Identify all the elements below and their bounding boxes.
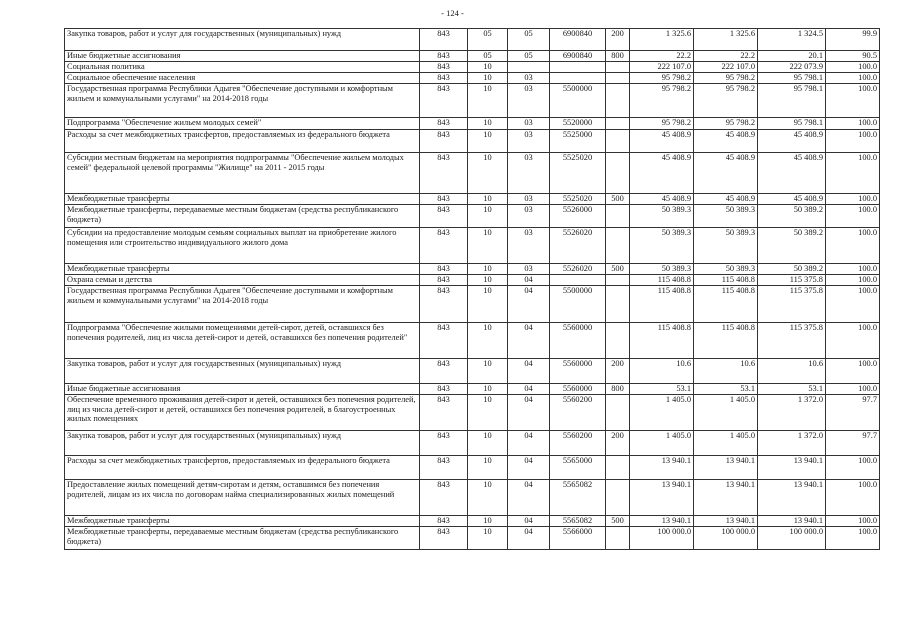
target-article-code-cell: 6900840 xyxy=(550,29,606,51)
execution-percent-cell: 100.0 xyxy=(826,275,880,286)
table-row xyxy=(65,62,880,73)
revised-amount-cell: 50 389.3 xyxy=(694,205,758,228)
revised-amount-cell: 95 798.2 xyxy=(694,84,758,118)
table-row xyxy=(65,275,880,286)
expense-name-cell: Подпрограмма "Обеспечение жилыми помещениями детей-сирот, детей, оставшихся без попечения родителей, лиц из числа детей-сирот и детей, оставшихся без попечения родителей" xyxy=(65,323,420,359)
expense-name-cell: Обеспечение временного проживания детей-сирот и детей, оставшихся без попечения родителей, лиц из числа детей-сирот и детей, оставшихся без попечения родителей, в благоустроенных жилых помещениях xyxy=(65,395,420,431)
section-code-cell: 05 xyxy=(468,51,508,62)
subsection-code-cell: 04 xyxy=(508,456,550,480)
execution-percent-cell: 90.5 xyxy=(826,51,880,62)
expense-type-code-cell xyxy=(606,62,630,73)
table-row xyxy=(65,456,880,480)
executed-amount-cell: 1 372.0 xyxy=(758,395,826,431)
table-row xyxy=(65,51,880,62)
subsection-code-cell: 04 xyxy=(508,480,550,516)
target-article-code-cell: 5565082 xyxy=(550,480,606,516)
executed-amount-cell: 115 375.8 xyxy=(758,323,826,359)
target-article-code-cell: 5560000 xyxy=(550,384,606,395)
approved-amount-cell: 53.1 xyxy=(630,384,694,395)
revised-amount-cell: 100 000.0 xyxy=(694,527,758,550)
execution-percent-cell: 100.0 xyxy=(826,264,880,275)
expense-type-code-cell: 200 xyxy=(606,431,630,456)
approved-amount-cell: 13 940.1 xyxy=(630,516,694,527)
subsection-code-cell: 04 xyxy=(508,384,550,395)
ministry-code-cell: 843 xyxy=(420,62,468,73)
table-row xyxy=(65,205,880,228)
section-code-cell: 10 xyxy=(468,118,508,130)
executed-amount-cell: 100 000.0 xyxy=(758,527,826,550)
approved-amount-cell: 115 408.8 xyxy=(630,275,694,286)
executed-amount-cell: 95 798.1 xyxy=(758,73,826,84)
ministry-code-cell: 843 xyxy=(420,51,468,62)
expense-type-code-cell: 200 xyxy=(606,29,630,51)
executed-amount-cell: 45 408.9 xyxy=(758,130,826,153)
approved-amount-cell: 115 408.8 xyxy=(630,286,694,323)
expense-name-cell: Межбюджетные трансферты xyxy=(65,194,420,205)
target-article-code-cell: 5500000 xyxy=(550,84,606,118)
executed-amount-cell: 95 798.1 xyxy=(758,118,826,130)
subsection-code-cell: 03 xyxy=(508,194,550,205)
expense-type-code-cell: 800 xyxy=(606,384,630,395)
execution-percent-cell: 99.9 xyxy=(826,29,880,51)
expense-name-cell: Охрана семьи и детства xyxy=(65,275,420,286)
executed-amount-cell: 50 389.2 xyxy=(758,228,826,264)
target-article-code-cell xyxy=(550,73,606,84)
table-row xyxy=(65,323,880,359)
expense-name-cell: Подпрограмма "Обеспечение жильем молодых семей" xyxy=(65,118,420,130)
expense-name-cell: Межбюджетные трансферты, передаваемые местным бюджетам (средства республиканского бюджета) xyxy=(65,527,420,550)
executed-amount-cell: 95 798.1 xyxy=(758,84,826,118)
execution-percent-cell: 100.0 xyxy=(826,286,880,323)
revised-amount-cell: 95 798.2 xyxy=(694,73,758,84)
executed-amount-cell: 53.1 xyxy=(758,384,826,395)
executed-amount-cell: 13 940.1 xyxy=(758,480,826,516)
approved-amount-cell: 222 107.0 xyxy=(630,62,694,73)
section-code-cell: 10 xyxy=(468,205,508,228)
approved-amount-cell: 45 408.9 xyxy=(630,194,694,205)
executed-amount-cell: 20.1 xyxy=(758,51,826,62)
approved-amount-cell: 45 408.9 xyxy=(630,130,694,153)
revised-amount-cell: 45 408.9 xyxy=(694,130,758,153)
expense-type-code-cell: 500 xyxy=(606,516,630,527)
subsection-code-cell: 04 xyxy=(508,431,550,456)
revised-amount-cell: 13 940.1 xyxy=(694,480,758,516)
ministry-code-cell: 843 xyxy=(420,431,468,456)
executed-amount-cell: 115 375.8 xyxy=(758,275,826,286)
table-row xyxy=(65,194,880,205)
table-row xyxy=(65,264,880,275)
expense-type-code-cell xyxy=(606,395,630,431)
approved-amount-cell: 50 389.3 xyxy=(630,205,694,228)
execution-percent-cell: 100.0 xyxy=(826,194,880,205)
section-code-cell: 10 xyxy=(468,228,508,264)
section-code-cell: 10 xyxy=(468,62,508,73)
subsection-code-cell: 03 xyxy=(508,264,550,275)
approved-amount-cell: 1 405.0 xyxy=(630,395,694,431)
expense-name-cell: Государственная программа Республики Адыгея "Обеспечение доступными и комфортным жильем и коммунальными услугами" на 2014-2018 годы xyxy=(65,286,420,323)
subsection-code-cell: 04 xyxy=(508,527,550,550)
expense-name-cell: Закупка товаров, работ и услуг для государственных (муниципальных) нужд xyxy=(65,359,420,384)
section-code-cell: 10 xyxy=(468,480,508,516)
expense-type-code-cell xyxy=(606,118,630,130)
revised-amount-cell: 1 405.0 xyxy=(694,395,758,431)
subsection-code-cell: 05 xyxy=(508,29,550,51)
table-row xyxy=(65,84,880,118)
section-code-cell: 10 xyxy=(468,84,508,118)
subsection-code-cell: 03 xyxy=(508,118,550,130)
executed-amount-cell: 1 372.0 xyxy=(758,431,826,456)
execution-percent-cell: 100.0 xyxy=(826,323,880,359)
revised-amount-cell: 50 389.3 xyxy=(694,228,758,264)
target-article-code-cell: 5526020 xyxy=(550,228,606,264)
expense-name-cell: Социальное обеспечение населения xyxy=(65,73,420,84)
target-article-code-cell xyxy=(550,275,606,286)
target-article-code-cell: 5560200 xyxy=(550,431,606,456)
ministry-code-cell: 843 xyxy=(420,194,468,205)
approved-amount-cell: 1 325.6 xyxy=(630,29,694,51)
expense-type-code-cell: 200 xyxy=(606,359,630,384)
subsection-code-cell: 04 xyxy=(508,359,550,384)
execution-percent-cell: 100.0 xyxy=(826,527,880,550)
section-code-cell: 10 xyxy=(468,431,508,456)
subsection-code-cell: 04 xyxy=(508,516,550,527)
revised-amount-cell: 115 408.8 xyxy=(694,275,758,286)
execution-percent-cell: 100.0 xyxy=(826,62,880,73)
expense-type-code-cell xyxy=(606,153,630,194)
expense-name-cell: Расходы за счет межбюджетных трансфертов, предоставляемых из федерального бюджета xyxy=(65,130,420,153)
subsection-code-cell: 03 xyxy=(508,73,550,84)
execution-percent-cell: 100.0 xyxy=(826,516,880,527)
ministry-code-cell: 843 xyxy=(420,73,468,84)
ministry-code-cell: 843 xyxy=(420,456,468,480)
section-code-cell: 10 xyxy=(468,323,508,359)
execution-percent-cell: 100.0 xyxy=(826,118,880,130)
approved-amount-cell: 13 940.1 xyxy=(630,480,694,516)
expense-type-code-cell xyxy=(606,527,630,550)
table-row xyxy=(65,130,880,153)
target-article-code-cell xyxy=(550,62,606,73)
section-code-cell: 10 xyxy=(468,275,508,286)
approved-amount-cell: 100 000.0 xyxy=(630,527,694,550)
page-number: - 124 - xyxy=(441,8,464,18)
revised-amount-cell: 115 408.8 xyxy=(694,286,758,323)
subsection-code-cell: 03 xyxy=(508,228,550,264)
ministry-code-cell: 843 xyxy=(420,153,468,194)
execution-percent-cell: 97.7 xyxy=(826,395,880,431)
approved-amount-cell: 50 389.3 xyxy=(630,264,694,275)
ministry-code-cell: 843 xyxy=(420,130,468,153)
ministry-code-cell: 843 xyxy=(420,395,468,431)
ministry-code-cell: 843 xyxy=(420,228,468,264)
execution-percent-cell: 100.0 xyxy=(826,480,880,516)
ministry-code-cell: 843 xyxy=(420,527,468,550)
approved-amount-cell: 1 405.0 xyxy=(630,431,694,456)
approved-amount-cell: 50 389.3 xyxy=(630,228,694,264)
subsection-code-cell: 04 xyxy=(508,323,550,359)
target-article-code-cell: 5525020 xyxy=(550,153,606,194)
section-code-cell: 10 xyxy=(468,456,508,480)
revised-amount-cell: 45 408.9 xyxy=(694,153,758,194)
section-code-cell: 10 xyxy=(468,264,508,275)
approved-amount-cell: 95 798.2 xyxy=(630,84,694,118)
section-code-cell: 10 xyxy=(468,286,508,323)
table-row xyxy=(65,286,880,323)
subsection-code-cell: 04 xyxy=(508,395,550,431)
expense-name-cell: Закупка товаров, работ и услуг для государственных (муниципальных) нужд xyxy=(65,29,420,51)
section-code-cell: 10 xyxy=(468,359,508,384)
ministry-code-cell: 843 xyxy=(420,323,468,359)
revised-amount-cell: 13 940.1 xyxy=(694,516,758,527)
table-body xyxy=(65,29,880,550)
target-article-code-cell: 5560200 xyxy=(550,395,606,431)
budget-table xyxy=(64,28,880,550)
target-article-code-cell: 5526020 xyxy=(550,264,606,275)
section-code-cell: 10 xyxy=(468,130,508,153)
executed-amount-cell: 50 389.2 xyxy=(758,264,826,275)
expense-type-code-cell xyxy=(606,73,630,84)
table-row xyxy=(65,480,880,516)
expense-type-code-cell xyxy=(606,480,630,516)
execution-percent-cell: 100.0 xyxy=(826,73,880,84)
executed-amount-cell: 115 375.8 xyxy=(758,286,826,323)
expense-name-cell: Закупка товаров, работ и услуг для государственных (муниципальных) нужд xyxy=(65,431,420,456)
execution-percent-cell: 100.0 xyxy=(826,359,880,384)
revised-amount-cell: 1 405.0 xyxy=(694,431,758,456)
table-row xyxy=(65,29,880,51)
target-article-code-cell: 5500000 xyxy=(550,286,606,323)
subsection-code-cell: 04 xyxy=(508,286,550,323)
subsection-code-cell: 03 xyxy=(508,84,550,118)
revised-amount-cell: 13 940.1 xyxy=(694,456,758,480)
target-article-code-cell: 5565000 xyxy=(550,456,606,480)
executed-amount-cell: 13 940.1 xyxy=(758,456,826,480)
execution-percent-cell: 100.0 xyxy=(826,84,880,118)
section-code-cell: 10 xyxy=(468,527,508,550)
subsection-code-cell xyxy=(508,62,550,73)
target-article-code-cell: 5526000 xyxy=(550,205,606,228)
executed-amount-cell: 1 324.5 xyxy=(758,29,826,51)
subsection-code-cell: 03 xyxy=(508,130,550,153)
table-row xyxy=(65,431,880,456)
table-row xyxy=(65,118,880,130)
expense-type-code-cell xyxy=(606,228,630,264)
approved-amount-cell: 95 798.2 xyxy=(630,118,694,130)
approved-amount-cell: 45 408.9 xyxy=(630,153,694,194)
expense-name-cell: Межбюджетные трансферты xyxy=(65,516,420,527)
target-article-code-cell: 5525000 xyxy=(550,130,606,153)
execution-percent-cell: 100.0 xyxy=(826,384,880,395)
approved-amount-cell: 10.6 xyxy=(630,359,694,384)
section-code-cell: 10 xyxy=(468,153,508,194)
subsection-code-cell: 03 xyxy=(508,153,550,194)
approved-amount-cell: 115 408.8 xyxy=(630,323,694,359)
table-row xyxy=(65,384,880,395)
execution-percent-cell: 100.0 xyxy=(826,130,880,153)
executed-amount-cell: 50 389.2 xyxy=(758,205,826,228)
executed-amount-cell: 13 940.1 xyxy=(758,516,826,527)
expense-type-code-cell xyxy=(606,84,630,118)
table-row xyxy=(65,359,880,384)
expense-name-cell: Субсидии местным бюджетам на мероприятия подпрограммы "Обеспечение жильем молодых семей" федеральной целевой программы "Жилище" на 2011 - 2015 годы xyxy=(65,153,420,194)
revised-amount-cell: 50 389.3 xyxy=(694,264,758,275)
ministry-code-cell: 843 xyxy=(420,29,468,51)
revised-amount-cell: 1 325.6 xyxy=(694,29,758,51)
expense-name-cell: Иные бюджетные ассигнования xyxy=(65,384,420,395)
approved-amount-cell: 95 798.2 xyxy=(630,73,694,84)
execution-percent-cell: 97.7 xyxy=(826,431,880,456)
expense-type-code-cell xyxy=(606,286,630,323)
target-article-code-cell: 5560000 xyxy=(550,359,606,384)
executed-amount-cell: 222 073.9 xyxy=(758,62,826,73)
section-code-cell: 10 xyxy=(468,516,508,527)
expense-type-code-cell xyxy=(606,323,630,359)
revised-amount-cell: 115 408.8 xyxy=(694,323,758,359)
target-article-code-cell: 5565082 xyxy=(550,516,606,527)
expense-type-code-cell: 800 xyxy=(606,51,630,62)
subsection-code-cell: 05 xyxy=(508,51,550,62)
ministry-code-cell: 843 xyxy=(420,359,468,384)
target-article-code-cell: 6900840 xyxy=(550,51,606,62)
expense-type-code-cell: 500 xyxy=(606,264,630,275)
ministry-code-cell: 843 xyxy=(420,84,468,118)
subsection-code-cell: 04 xyxy=(508,275,550,286)
ministry-code-cell: 843 xyxy=(420,286,468,323)
ministry-code-cell: 843 xyxy=(420,118,468,130)
expense-name-cell: Субсидии на предоставление молодым семьям социальных выплат на приобретение жилого помещения или строительство индивидуального жилого дома xyxy=(65,228,420,264)
expense-name-cell: Иные бюджетные ассигнования xyxy=(65,51,420,62)
expense-name-cell: Предоставление жилых помещений детям-сиротам и детям, оставшимся без попечения родителей, лицам из их числа по договорам найма специализированных жилых помещений xyxy=(65,480,420,516)
table-row xyxy=(65,153,880,194)
ministry-code-cell: 843 xyxy=(420,384,468,395)
execution-percent-cell: 100.0 xyxy=(826,153,880,194)
execution-percent-cell: 100.0 xyxy=(826,228,880,264)
expense-name-cell: Межбюджетные трансферты, передаваемые местным бюджетам (средства республиканского бюджета) xyxy=(65,205,420,228)
ministry-code-cell: 843 xyxy=(420,264,468,275)
approved-amount-cell: 22.2 xyxy=(630,51,694,62)
target-article-code-cell: 5520000 xyxy=(550,118,606,130)
executed-amount-cell: 45 408.9 xyxy=(758,153,826,194)
executed-amount-cell: 45 408.9 xyxy=(758,194,826,205)
section-code-cell: 05 xyxy=(468,29,508,51)
revised-amount-cell: 53.1 xyxy=(694,384,758,395)
revised-amount-cell: 10.6 xyxy=(694,359,758,384)
executed-amount-cell: 10.6 xyxy=(758,359,826,384)
ministry-code-cell: 843 xyxy=(420,205,468,228)
revised-amount-cell: 22.2 xyxy=(694,51,758,62)
ministry-code-cell: 843 xyxy=(420,480,468,516)
table-row xyxy=(65,228,880,264)
expense-name-cell: Межбюджетные трансферты xyxy=(65,264,420,275)
revised-amount-cell: 222 107.0 xyxy=(694,62,758,73)
table-row xyxy=(65,516,880,527)
execution-percent-cell: 100.0 xyxy=(826,456,880,480)
table-row xyxy=(65,395,880,431)
expense-type-code-cell: 500 xyxy=(606,194,630,205)
expense-name-cell: Государственная программа Республики Адыгея "Обеспечение доступными и комфортным жильем и коммунальными услугами" на 2014-2018 годы xyxy=(65,84,420,118)
section-code-cell: 10 xyxy=(468,194,508,205)
target-article-code-cell: 5560000 xyxy=(550,323,606,359)
expense-type-code-cell xyxy=(606,130,630,153)
section-code-cell: 10 xyxy=(468,73,508,84)
section-code-cell: 10 xyxy=(468,395,508,431)
section-code-cell: 10 xyxy=(468,384,508,395)
ministry-code-cell: 843 xyxy=(420,275,468,286)
table-row xyxy=(65,527,880,550)
revised-amount-cell: 95 798.2 xyxy=(694,118,758,130)
target-article-code-cell: 5525020 xyxy=(550,194,606,205)
expense-type-code-cell xyxy=(606,275,630,286)
approved-amount-cell: 13 940.1 xyxy=(630,456,694,480)
expense-type-code-cell xyxy=(606,205,630,228)
ministry-code-cell: 843 xyxy=(420,516,468,527)
expense-type-code-cell xyxy=(606,456,630,480)
expense-name-cell: Расходы за счет межбюджетных трансфертов, предоставляемых из федерального бюджета xyxy=(65,456,420,480)
table-row xyxy=(65,73,880,84)
revised-amount-cell: 45 408.9 xyxy=(694,194,758,205)
execution-percent-cell: 100.0 xyxy=(826,205,880,228)
subsection-code-cell: 03 xyxy=(508,205,550,228)
expense-name-cell: Социальная политика xyxy=(65,62,420,73)
target-article-code-cell: 5566000 xyxy=(550,527,606,550)
